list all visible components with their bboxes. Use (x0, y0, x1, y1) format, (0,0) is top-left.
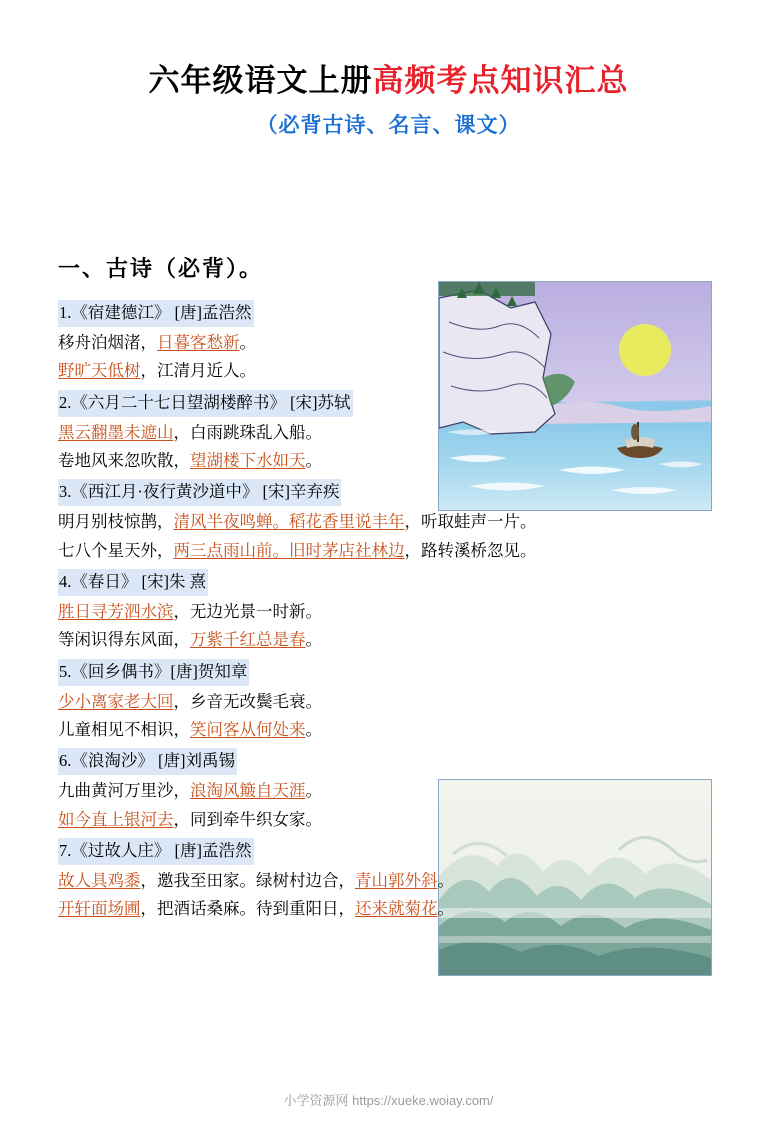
poem-line (58, 447, 658, 475)
poem-item (58, 390, 658, 476)
poem-line (58, 598, 658, 626)
poem-text: 九曲黄河万里沙， (58, 781, 190, 801)
poem-title: 4.《春日》 [宋]朱 熹 (58, 569, 208, 596)
poem-line (58, 895, 658, 923)
poem-key-phrase: 青山郭外斜 (355, 870, 438, 890)
poem-item (58, 300, 658, 386)
poem-line (58, 626, 658, 654)
poem-text: ，白雨跳珠乱入船。 (173, 422, 322, 442)
poem-key-phrase: 胜日寻芳泗水滨 (58, 601, 174, 621)
poem-line (58, 419, 658, 447)
footer-watermark (0, 1090, 777, 1109)
poem-text: 。 (239, 332, 256, 352)
poem-item (58, 659, 658, 745)
poem-line (58, 806, 658, 834)
poem-item (58, 748, 658, 834)
poem-key-phrase: 旧时茅店社林边 (289, 540, 405, 560)
poem-line (58, 357, 658, 385)
poem-list (58, 300, 658, 928)
poem-key-phrase: 还来就菊花 (355, 899, 438, 919)
poem-text: 。 (305, 630, 322, 650)
poem-text: ，同到牵牛织女家。 (173, 809, 322, 829)
poem-text: 移舟泊烟渚， (58, 332, 157, 352)
poem-key-phrase: 日暮客愁新 (157, 332, 240, 352)
poem-title: 6.《浪淘沙》 [唐]刘禹锡 (58, 748, 237, 775)
poem-text: 。 (305, 719, 322, 739)
poem-text: ，无边光景一时新。 (173, 601, 322, 621)
poem-text: ，路转溪桥忽见。 (404, 540, 537, 560)
poem-item (58, 569, 658, 655)
poem-title: 1.《宿建德江》 [唐]孟浩然 (58, 300, 254, 327)
poem-title: 3.《西江月·夜行黄沙道中》 [宋]辛弃疾 (58, 479, 341, 506)
poem-key-phrase: 望湖楼下水如天 (190, 450, 306, 470)
poem-title: 2.《六月二十七日望湖楼醉书》 [宋]苏轼 (58, 390, 353, 417)
poem-line (58, 329, 658, 357)
footer-site-name: 小学资源网 (283, 1093, 349, 1108)
poem-key-phrase: 浪淘风簸自天涯 (190, 781, 306, 801)
poem-key-phrase: 稻花香里说丰年 (289, 512, 405, 532)
poem-line (58, 688, 658, 716)
title-subject: 六年级语文上册 (148, 63, 373, 98)
poem-line (58, 508, 658, 536)
poem-title: 5.《回乡偶书》[唐]贺知章 (58, 659, 249, 686)
page-subtitle: （必背古诗、名言、课文） (256, 113, 521, 138)
poem-key-phrase: 笑问客从何处来 (190, 719, 306, 739)
poem-key-phrase: 野旷天低树 (58, 361, 141, 381)
poem-line (58, 867, 658, 895)
poem-text: 。 (437, 870, 454, 890)
poem-text: ，把酒话桑麻。待到重阳日， (140, 899, 355, 919)
poem-line (58, 777, 658, 805)
poem-key-phrase: 开轩面场圃 (58, 899, 141, 919)
poem-item (58, 479, 658, 565)
poem-item (58, 838, 658, 924)
poem-text: ，乡音无改鬓毛衰。 (173, 691, 322, 711)
section-heading: 一、古诗（必背）。 (58, 256, 264, 281)
poem-text: 等闲识得东风面， (58, 630, 190, 650)
poem-text: 明月别枝惊鹊， (58, 512, 174, 532)
poem-key-phrase: 少小离家老大回 (58, 691, 174, 711)
poem-key-phrase: 如今直上银河去 (58, 809, 174, 829)
poem-text: 。 (305, 450, 322, 470)
poem-key-phrase: 两三点雨山前。 (173, 540, 289, 560)
poem-key-phrase: 清风半夜鸣蝉。 (173, 512, 289, 532)
poem-line (58, 537, 658, 565)
page-title (0, 62, 777, 139)
poem-line (58, 716, 658, 744)
title-emphasis: 高频考点知识汇总 (372, 63, 629, 98)
poem-key-phrase: 黑云翻墨未遮山 (58, 422, 174, 442)
poem-text: 卷地风来忽吹散， (58, 450, 190, 470)
footer-site-url: https://xueke.woiay.com/ (352, 1093, 494, 1108)
poem-text: 。 (437, 899, 454, 919)
poem-text: 。 (305, 781, 322, 801)
poem-key-phrase: 故人具鸡黍 (58, 870, 141, 890)
poem-text: ，江清月近人。 (140, 361, 256, 381)
poem-text: 儿童相见不相识， (58, 719, 190, 739)
poem-key-phrase: 万紫千红总是春 (190, 630, 306, 650)
poem-text: ，邀我至田家。绿树村边合， (140, 870, 355, 890)
document-page (0, 62, 777, 1132)
poem-text: ，听取蛙声一片。 (404, 512, 537, 532)
poem-text: 七八个星天外， (58, 540, 174, 560)
poem-title: 7.《过故人庄》 [唐]孟浩然 (58, 838, 254, 865)
